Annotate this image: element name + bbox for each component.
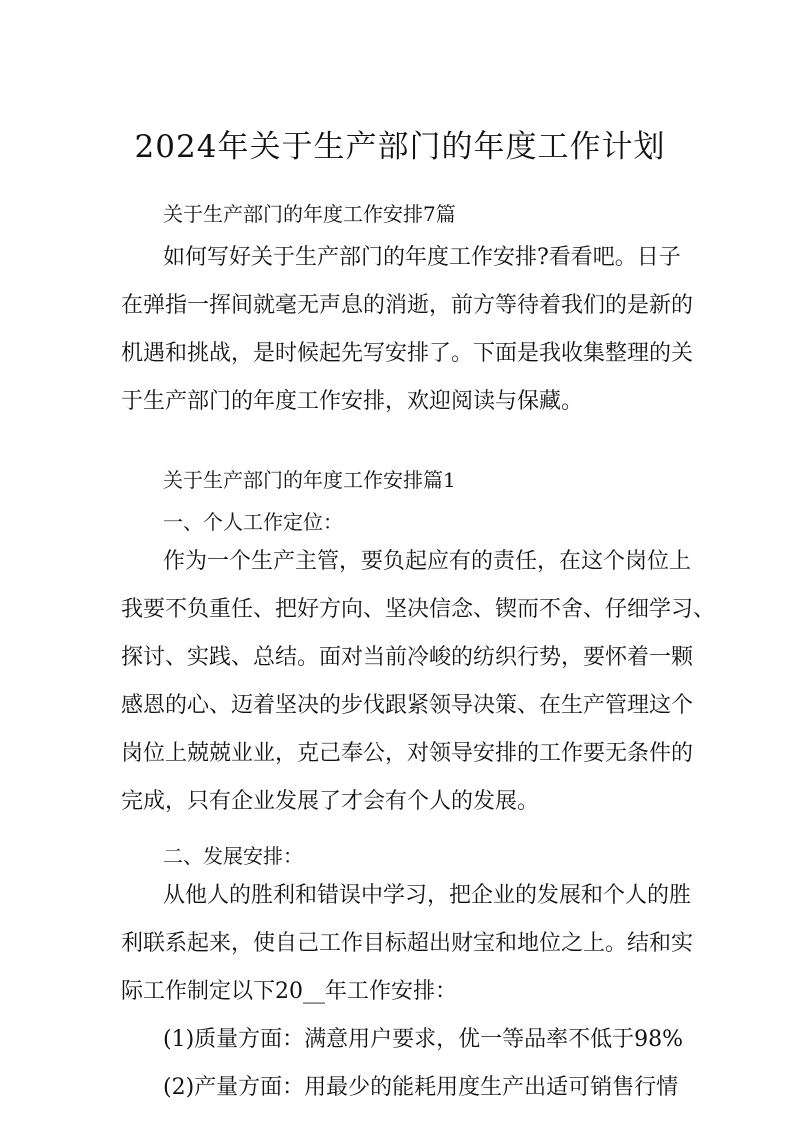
paragraph-line: 感恩的心、迈着坚决的步伐跟紧领导决策、在生产管理这个 xyxy=(121,693,694,718)
paragraph-line: 于生产部门的年度工作安排，欢迎阅读与保藏。 xyxy=(121,389,584,414)
list-item: (1)质量方面：满意用户要求，优一等品率不低于98% xyxy=(163,1027,684,1052)
paragraph-line: 探讨、实践、总结。面对当前冷峻的纺织行势，要怀着一颗 xyxy=(121,645,694,670)
paragraph-line: 岗位上兢兢业业，克己奉公，对领导安排的工作要无条件的 xyxy=(121,741,694,766)
paragraph-line: 我要不负重任、把好方向、坚决信念、锲而不舍、仔细学习、 xyxy=(121,597,716,622)
section-heading: 关于生产部门的年度工作安排篇1 xyxy=(163,468,456,492)
paragraph-line: 从他人的胜利和错误中学习，把企业的发展和个人的胜 xyxy=(163,883,692,908)
list-item: (2)产量方面：用最少的能耗用度生产出适可销售行情 xyxy=(163,1075,679,1100)
paragraph-line: 在弹指一挥间就毫无声息的消逝，前方等待着我们的是新的 xyxy=(121,293,694,318)
paragraph-line: 际工作制定以下20__年工作安排： xyxy=(121,979,457,1004)
paragraph-line: 作为一个生产主管，要负起应有的责任，在这个岗位上 xyxy=(163,549,692,574)
paragraph-line: 机遇和挑战，是时候起先写安排了。下面是我收集整理的关 xyxy=(121,341,694,366)
paragraph-line: 利联系起来，使自己工作目标超出财宝和地位之上。结和实 xyxy=(121,931,694,956)
section-heading: 二、发展安排： xyxy=(163,844,303,868)
document-title: 2024年关于生产部门的年度工作计划 xyxy=(134,129,666,165)
paragraph-line: 如何写好关于生产部门的年度工作安排?看看吧。日子 xyxy=(163,245,681,270)
paragraph-line: 完成，只有企业发展了才会有个人的发展。 xyxy=(121,789,540,814)
subtitle-line: 关于生产部门的年度工作安排7篇 xyxy=(163,202,456,226)
section-heading: 一、个人工作定位： xyxy=(163,510,343,534)
